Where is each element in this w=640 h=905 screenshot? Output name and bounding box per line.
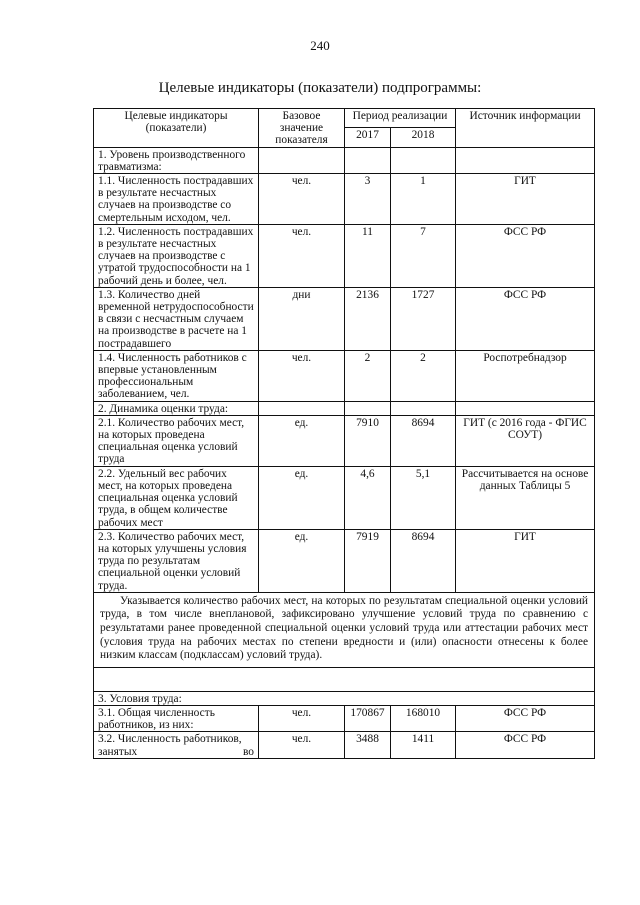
- source-cell: ФСС РФ: [456, 732, 595, 758]
- note-text: Указывается количество рабочих мест, на которых по результатам специальной оценки условий труда, в том числе внеплановой, зафиксировано улучшение условий труда по сравнению с результатами ранее проведенной специальной оценки условий труда или аттестации рабочих мест (условия труда на рабочих местах по степени вредности и (или) опасности отнесены к более низким классам (подклассам) условий труда).: [94, 592, 595, 667]
- source-cell: ГИТ: [456, 174, 595, 225]
- section-row: [94, 401, 595, 415]
- value-2017: 4,6: [345, 466, 391, 529]
- value-2017: 170867: [345, 705, 391, 731]
- table-row: [94, 705, 595, 731]
- value-2017: 7919: [345, 529, 391, 592]
- section-title: 3. Условия труда:: [94, 691, 595, 705]
- section-title: 2. Динамика оценки труда:: [94, 401, 259, 415]
- note-row: [94, 592, 595, 667]
- section-row: [94, 691, 595, 705]
- value-2018: 1727: [391, 287, 456, 350]
- indicator-name: 1.2. Численность пострадавших в результате несчастных случаев на производстве с утратой трудоспособности на 1 рабочий день и более, чел.: [94, 224, 259, 287]
- indicator-name: 2.1. Количество рабочих мест, на которых проведена специальная оценка условий труда: [94, 415, 259, 466]
- indicator-name: 3.2. Численность работников, занятых во: [94, 732, 259, 758]
- value-2018: 2: [391, 350, 456, 401]
- section-row: [94, 147, 595, 173]
- value-2017: 2136: [345, 287, 391, 350]
- header-year-2017: 2017: [345, 128, 391, 147]
- source-cell: ФСС РФ: [456, 224, 595, 287]
- indicator-name: 2.2. Удельный вес рабочих мест, на которых проведена специальная оценка условий труда, в общем количестве рабочих мест: [94, 466, 259, 529]
- value-2018: 1: [391, 174, 456, 225]
- unit-cell: чел.: [259, 174, 345, 225]
- value-2018: 1411: [391, 732, 456, 758]
- header-row: [94, 109, 595, 128]
- section-title: 1. Уровень производственного травматизма:: [94, 147, 259, 173]
- note-spacer-row: [94, 667, 595, 691]
- unit-cell: чел.: [259, 224, 345, 287]
- value-2017: 7910: [345, 415, 391, 466]
- value-2018: 8694: [391, 529, 456, 592]
- source-cell: ГИТ (с 2016 года - ФГИС СОУТ): [456, 415, 595, 466]
- unit-cell: ед.: [259, 529, 345, 592]
- source-cell: ФСС РФ: [456, 705, 595, 731]
- value-2017: 3488: [345, 732, 391, 758]
- unit-cell: чел.: [259, 705, 345, 731]
- document-title: Целевые индикаторы (показатели) подпрограммы:: [158, 80, 482, 96]
- table-row: [94, 466, 595, 529]
- header-indicators: Целевые индикаторы (показатели): [94, 109, 259, 148]
- table-row: [94, 224, 595, 287]
- unit-cell: ед.: [259, 415, 345, 466]
- source-cell: Рассчитывается на основе данных Таблицы 5: [456, 466, 595, 529]
- header-base: Базовое значение показателя: [259, 109, 345, 148]
- header-period: Период реализации: [345, 109, 456, 128]
- unit-cell: чел.: [259, 732, 345, 758]
- source-cell: ГИТ: [456, 529, 595, 592]
- source-cell: Роспотребнадзор: [456, 350, 595, 401]
- value-2018: 7: [391, 224, 456, 287]
- indicators-table: [93, 108, 595, 759]
- header-year-2018: 2018: [391, 128, 456, 147]
- source-cell: ФСС РФ: [456, 287, 595, 350]
- unit-cell: ед.: [259, 466, 345, 529]
- value-2017: 3: [345, 174, 391, 225]
- table-row: [94, 529, 595, 592]
- header-source: Источник информации: [456, 109, 595, 148]
- table-row: [94, 287, 595, 350]
- value-2018: 8694: [391, 415, 456, 466]
- value-2017: 2: [345, 350, 391, 401]
- table-row: [94, 350, 595, 401]
- table-row: [94, 174, 595, 225]
- page-number: 240: [310, 38, 330, 53]
- table-row: [94, 732, 595, 758]
- indicator-name: 2.3. Количество рабочих мест, на которых улучшены условия труда по результатам специальной оценки условий труда.: [94, 529, 259, 592]
- unit-cell: чел.: [259, 350, 345, 401]
- indicator-name: 1.1. Численность пострадавших в результате несчастных случаев на производстве со смертельным исходом, чел.: [94, 174, 259, 225]
- unit-cell: дни: [259, 287, 345, 350]
- value-2018: 5,1: [391, 466, 456, 529]
- value-2017: 11: [345, 224, 391, 287]
- indicator-name: 1.4. Численность работников с впервые установленным профессиональным заболеванием, чел.: [94, 350, 259, 401]
- value-2018: 168010: [391, 705, 456, 731]
- indicator-name: 1.3. Количество дней временной нетрудоспособности в связи с несчастным случаем на производстве в расчете на 1 пострадавшего: [94, 287, 259, 350]
- table-row: [94, 415, 595, 466]
- indicator-name: 3.1. Общая численность работников, из них:: [94, 705, 259, 731]
